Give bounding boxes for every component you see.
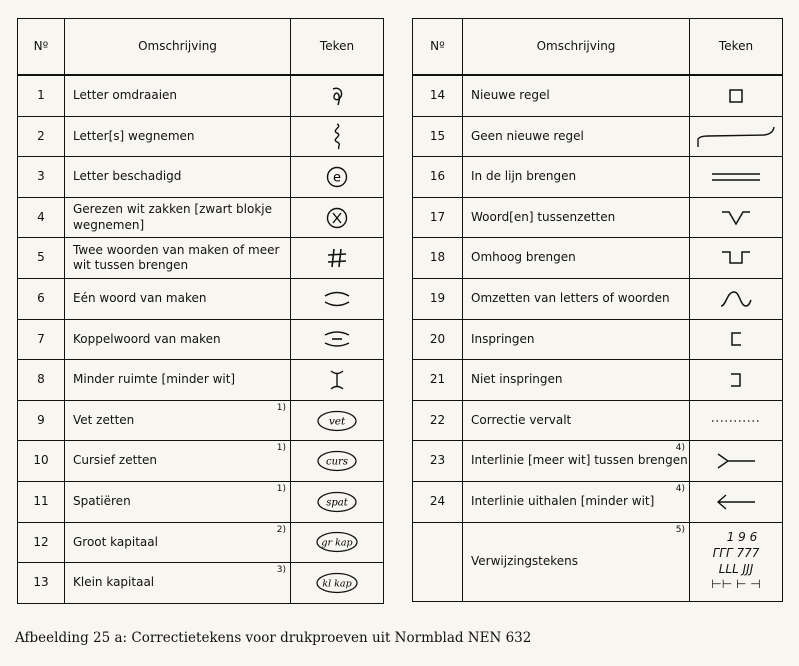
row-description: Omzetten van letters of woorden [463, 278, 690, 319]
row-description: Woord[en] tussenzetten [463, 197, 690, 238]
row-description: Klein kapitaal [73, 575, 155, 590]
table-row [18, 238, 384, 279]
table-row [18, 563, 384, 604]
row-description: Koppelwoord van maken [65, 319, 291, 360]
row-number: 7 [18, 319, 65, 360]
oval-spat-icon [315, 490, 359, 514]
row-number: 22 [413, 400, 463, 441]
row-number: 17 [413, 197, 463, 238]
row-number: 24 [413, 481, 463, 522]
row-number: 21 [413, 360, 463, 401]
hash-icon [325, 246, 349, 270]
hyphen-join-icon [322, 329, 352, 349]
table-row [18, 441, 384, 482]
row-description: Groot kapitaal [73, 534, 158, 549]
table-row [413, 400, 783, 441]
no-indent-bracket-icon [728, 371, 744, 389]
row-description: Nieuwe regel [463, 75, 690, 116]
row-description: Gerezen wit zakken [zwart blokje wegnemen] [65, 197, 291, 238]
row-number: 6 [18, 278, 65, 319]
delete-squiggle-icon [329, 122, 345, 150]
table-row [18, 400, 384, 441]
table-header-row [413, 19, 783, 76]
row-number: 10 [18, 441, 65, 482]
row-number [413, 522, 463, 601]
oval-curs-icon [315, 449, 359, 473]
footnote-mark: 5) [675, 524, 685, 535]
row-description: Omhoog brengen [463, 238, 690, 279]
table-row [18, 197, 384, 238]
row-number: 13 [18, 563, 65, 604]
header-description: Omschrijving [463, 19, 690, 76]
less-leading-icon [714, 492, 758, 512]
header-number: Nº [18, 19, 65, 76]
row-description: Eén woord van maken [65, 278, 291, 319]
row-number: 15 [413, 116, 463, 157]
row-number: 8 [18, 360, 65, 401]
row-description: Interlinie uithalen [minder wit] [471, 493, 655, 508]
indent-bracket-icon [728, 330, 744, 348]
footnote-mark: 2) [276, 524, 286, 535]
reference-marks-line: ⊢⊢ ⊢ ⊣ [711, 577, 761, 592]
table-row [413, 278, 783, 319]
row-number: 20 [413, 319, 463, 360]
oval-vet-icon [315, 409, 359, 433]
footnote-mark: 4) [675, 443, 685, 454]
reference-marks-line: ΓΓΓ 777 [712, 545, 760, 560]
row-number: 12 [18, 522, 65, 563]
symbol-text: gr kap [321, 537, 353, 549]
footnote-mark: 4) [675, 483, 685, 494]
header-description: Omschrijving [65, 19, 291, 76]
row-number: 3 [18, 157, 65, 198]
correction-table-right [412, 18, 783, 602]
row-description: Niet inspringen [463, 360, 690, 401]
symbol-text: vet [328, 415, 346, 428]
row-number: 1 [18, 75, 65, 116]
row-description: Correctie vervalt [463, 400, 690, 441]
reference-marks-line: 1 9 6 [726, 530, 758, 545]
row-description: In de lijn brengen [463, 157, 690, 198]
row-number: 11 [18, 481, 65, 522]
insert-caret-icon [719, 208, 753, 228]
circled-x-icon [325, 206, 349, 230]
table-row [413, 441, 783, 482]
less-space-icon [326, 368, 348, 392]
footnote-mark: 3) [276, 565, 286, 576]
close-up-icon [322, 289, 352, 309]
raise-bracket-icon [719, 248, 753, 268]
row-number: 14 [413, 75, 463, 116]
header-symbol: Teken [291, 19, 384, 76]
row-description: Letter beschadigd [65, 157, 291, 198]
symbol-text: spat [326, 497, 348, 509]
table-row [413, 238, 783, 279]
table-row [18, 360, 384, 401]
row-description: Twee woorden van maken of meer wit tussen brengen [65, 238, 291, 279]
row-number: 5 [18, 238, 65, 279]
more-leading-icon [714, 451, 758, 471]
row-description: Letter[s] wegnemen [65, 116, 291, 157]
run-on-line-icon [694, 123, 778, 149]
oval-gr-kap-icon [314, 530, 360, 554]
table-row [413, 75, 783, 116]
row-description: Inspringen [463, 319, 690, 360]
table-row [18, 157, 384, 198]
dotted-line-icon [709, 416, 763, 426]
table-row [18, 278, 384, 319]
table-row [18, 116, 384, 157]
row-number: 4 [18, 197, 65, 238]
curl-loop-icon [327, 84, 347, 108]
row-description: Interlinie [meer wit] tussen brengen [471, 453, 688, 468]
row-description: Letter omdraaien [65, 75, 291, 116]
table-row [18, 522, 384, 563]
table-row [413, 360, 783, 401]
header-symbol: Teken [690, 19, 783, 76]
footnote-mark: 1) [276, 443, 286, 454]
row-number: 9 [18, 400, 65, 441]
table-row [413, 116, 783, 157]
oval-kl-kap-icon [314, 571, 360, 595]
circled-e-icon [325, 165, 349, 189]
row-description: Vet zetten [73, 412, 135, 427]
svg-text:e: e [333, 170, 341, 186]
row-number: 23 [413, 441, 463, 482]
row-description: Verwijzingstekens [471, 553, 579, 568]
table-row [413, 319, 783, 360]
table-header-row [18, 19, 384, 76]
row-number: 2 [18, 116, 65, 157]
table-row [413, 197, 783, 238]
row-number: 19 [413, 278, 463, 319]
header-number: Nº [413, 19, 463, 76]
symbol-text: curs [326, 456, 348, 468]
footnote-mark: 1) [276, 483, 286, 494]
figure-caption: Afbeelding 25 a: Correctietekens voor drukproeven uit Normblad NEN 632 [15, 630, 532, 646]
row-number: 16 [413, 157, 463, 198]
row-description: Cursief zetten [73, 453, 158, 468]
symbol-text: kl kap [322, 578, 352, 590]
reference-marks-line: LLL JJJ [718, 561, 754, 576]
row-number: 18 [413, 238, 463, 279]
row-description: Geen nieuwe regel [463, 116, 690, 157]
table-row [18, 481, 384, 522]
table-row [413, 481, 783, 522]
footnote-mark: 1) [276, 402, 286, 413]
table-row [413, 157, 783, 198]
row-description: Spatiëren [73, 493, 131, 508]
square-icon [727, 87, 745, 105]
correction-table-left [17, 18, 384, 604]
reference-marks-icon [690, 522, 783, 601]
table-row [18, 319, 384, 360]
transpose-s-icon [718, 288, 754, 310]
table-row [413, 522, 783, 601]
table-row [18, 75, 384, 116]
row-description: Minder ruimte [minder wit] [65, 360, 291, 401]
double-line-icon [709, 170, 763, 184]
